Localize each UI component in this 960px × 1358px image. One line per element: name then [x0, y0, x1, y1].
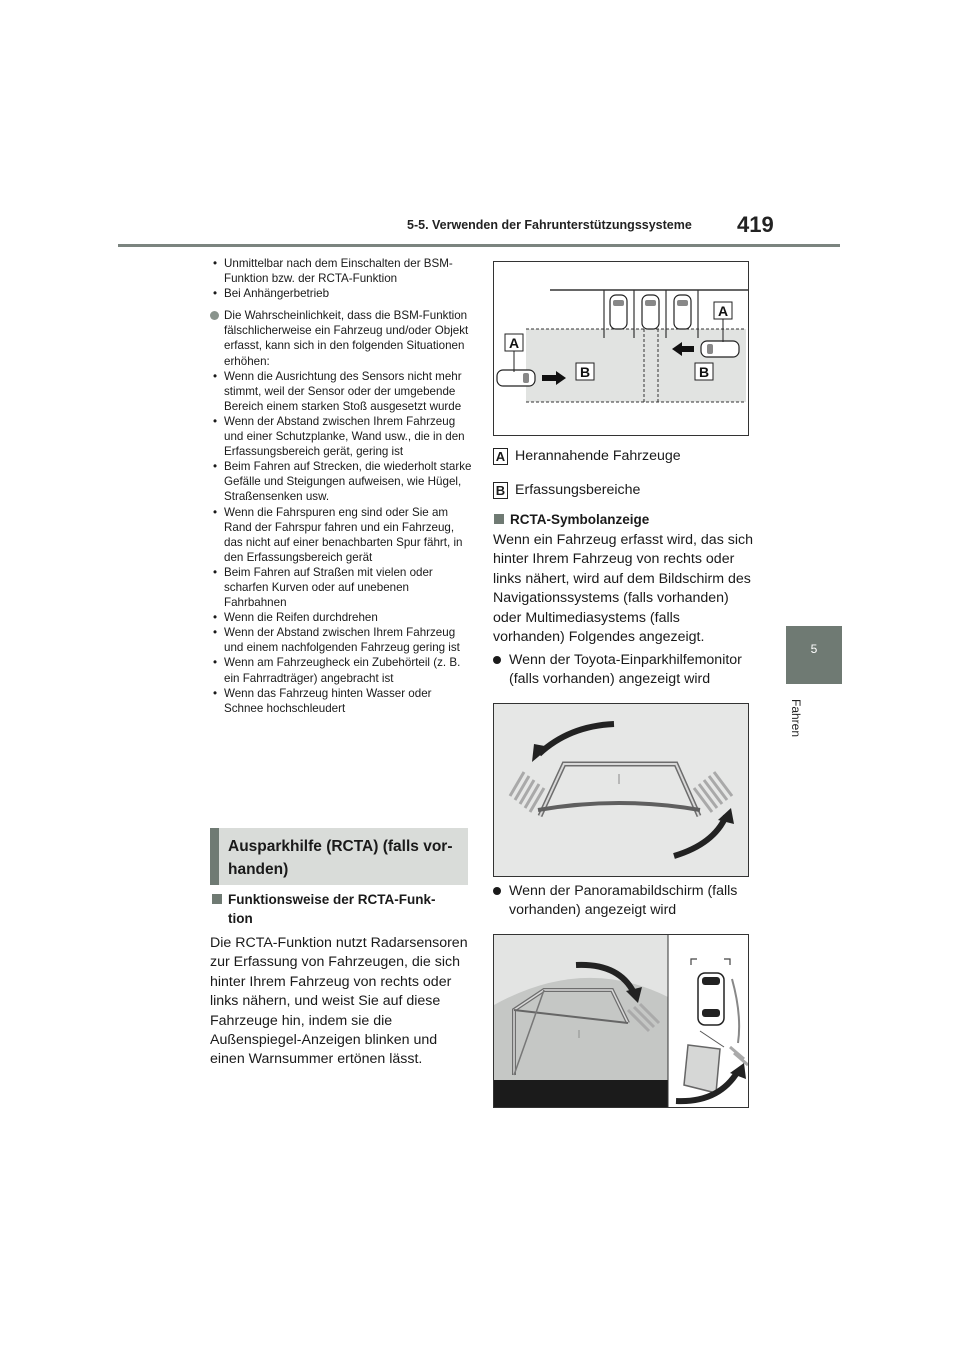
- list-item: • Wenn die Reifen durchdrehen: [210, 610, 472, 625]
- legend-key-b: B: [493, 482, 508, 499]
- header-rule: [118, 244, 840, 247]
- square-bullet-icon: [494, 514, 504, 524]
- list-item: • Wenn die Fahrspuren eng sind oder Sie am Rand der Fahrspur fahren und ein Fahrzeug, das nicht auf einer benachbarten Spur fährt, in den Erfassungsbereich gerät: [210, 505, 472, 565]
- subheading-symbol: [494, 510, 649, 529]
- square-bullet-icon: [212, 894, 222, 904]
- item-parking-monitor: Wenn der Toyota-Einparkhilfemonitor (falls vorhanden) angezeigt wird: [493, 651, 755, 690]
- legend-a: [493, 447, 681, 465]
- label-a-right: A: [717, 303, 729, 319]
- chapter-tab: [786, 626, 842, 684]
- list-item: • Unmittelbar nach dem Einschalten der BSM-Funktion bzw. der RCTA-Funktion: [210, 256, 472, 286]
- legend-text-a: Herannahende Fahrzeuge: [515, 448, 681, 464]
- subheading-line2: tion: [228, 911, 253, 926]
- note-bullet-icon: [210, 311, 219, 320]
- list-item: • Wenn am Fahrzeugheck ein Zubehörteil (z. B. ein Fahrradträger) angebracht ist: [210, 655, 472, 685]
- list-item: • Wenn die Ausrichtung des Sensors nicht mehr stimmt, weil der Sensor oder der umgebende Bereich einem starken Stoß ausgesetzt wurde: [210, 369, 472, 414]
- list-item: • Beim Fahren auf Strecken, die wiederholt starke Gefälle und Steigungen aufweisen, wie Hügel, Straßensenken usw.: [210, 459, 472, 504]
- chapter-number: 5: [810, 642, 818, 656]
- legend-key-a: A: [493, 448, 508, 465]
- chapter-label-text: Fahren: [789, 698, 803, 738]
- subheading-symbol-text: RCTA-Symbolanzeige: [510, 512, 650, 527]
- subheading-line1: Funktionsweise der RCTA-Funk-: [228, 892, 436, 907]
- label-a-left: A: [508, 335, 520, 351]
- chapter-label: [786, 691, 806, 751]
- list-item: • Wenn der Abstand zwischen Ihrem Fahrzeug und einem nachfolgenden Fahrzeug gering ist: [210, 625, 472, 655]
- section-header: 5-5. Verwenden der Fahrunterstützungssysteme: [407, 218, 692, 232]
- section-heading: [210, 828, 468, 885]
- parking-diagram-svg: [494, 262, 749, 436]
- symbol-paragraph: Wenn ein Fahrzeug erfasst wird, das sich hinter Ihrem Fahrzeug von rechts oder links nähert, wird auf dem Bildschirm des Navigationssystems (falls vorhanden) oder Multimediasystems (falls vorhanden) Folgendes angezeigt.: [493, 532, 753, 646]
- list-item: • Beim Fahren auf Straßen mit vielen oder scharfen Kurven oder auf unebenen Fahrbahnen: [210, 565, 472, 610]
- subheading-function: [212, 890, 472, 928]
- item-panoramic-view: Wenn der Panoramabildschirm (falls vorhanden) angezeigt wird: [493, 882, 755, 921]
- panoramic-view: [493, 934, 749, 1108]
- list-item: • Bei Anhängerbetrieb: [210, 286, 472, 301]
- section-heading-line1: Ausparkhilfe (RCTA) (falls vor-: [228, 838, 453, 855]
- rear-camera-svg: [494, 704, 749, 877]
- function-paragraph: Die RCTA-Funktion nutzt Radarsensoren zur Erfassung von Fahrzeugen, die sich hinter Ihrem Fahrzeug von rechts oder links nähern, und weist Sie auf diese Fahrzeuge hin, indem sie die Außenspiegel-Anzeigen blinken und einen Warnsummer ertönen lässt.: [210, 935, 468, 1068]
- section-heading-line2: handen): [228, 861, 289, 878]
- list-item: • Wenn der Abstand zwischen Ihrem Fahrzeug und einer Schutzplanke, Wand usw., die in den Erfassungsbereich gerät, gering ist: [210, 414, 472, 459]
- note-intro: Die Wahrscheinlichkeit, dass die BSM-Funktion fälschlicherweise ein Fahrzeug und/oder Objekt erfasst, kann sich in den folgenden Situationen erhöhen:: [224, 309, 469, 368]
- list-item: • Wenn das Fahrzeug hinten Wasser oder Schnee hochschleudert: [210, 686, 472, 716]
- page-number: 419: [737, 212, 774, 237]
- legend-b: [493, 481, 640, 499]
- label-b-right: B: [698, 364, 710, 380]
- left-column: [210, 256, 472, 716]
- parking-diagram: [493, 261, 749, 436]
- rear-camera-view: [493, 703, 749, 877]
- note-paragraph: [210, 308, 472, 368]
- legend-text-b: Erfassungsbereiche: [515, 482, 641, 498]
- panoramic-svg: [494, 935, 749, 1108]
- label-b-left: B: [579, 364, 591, 380]
